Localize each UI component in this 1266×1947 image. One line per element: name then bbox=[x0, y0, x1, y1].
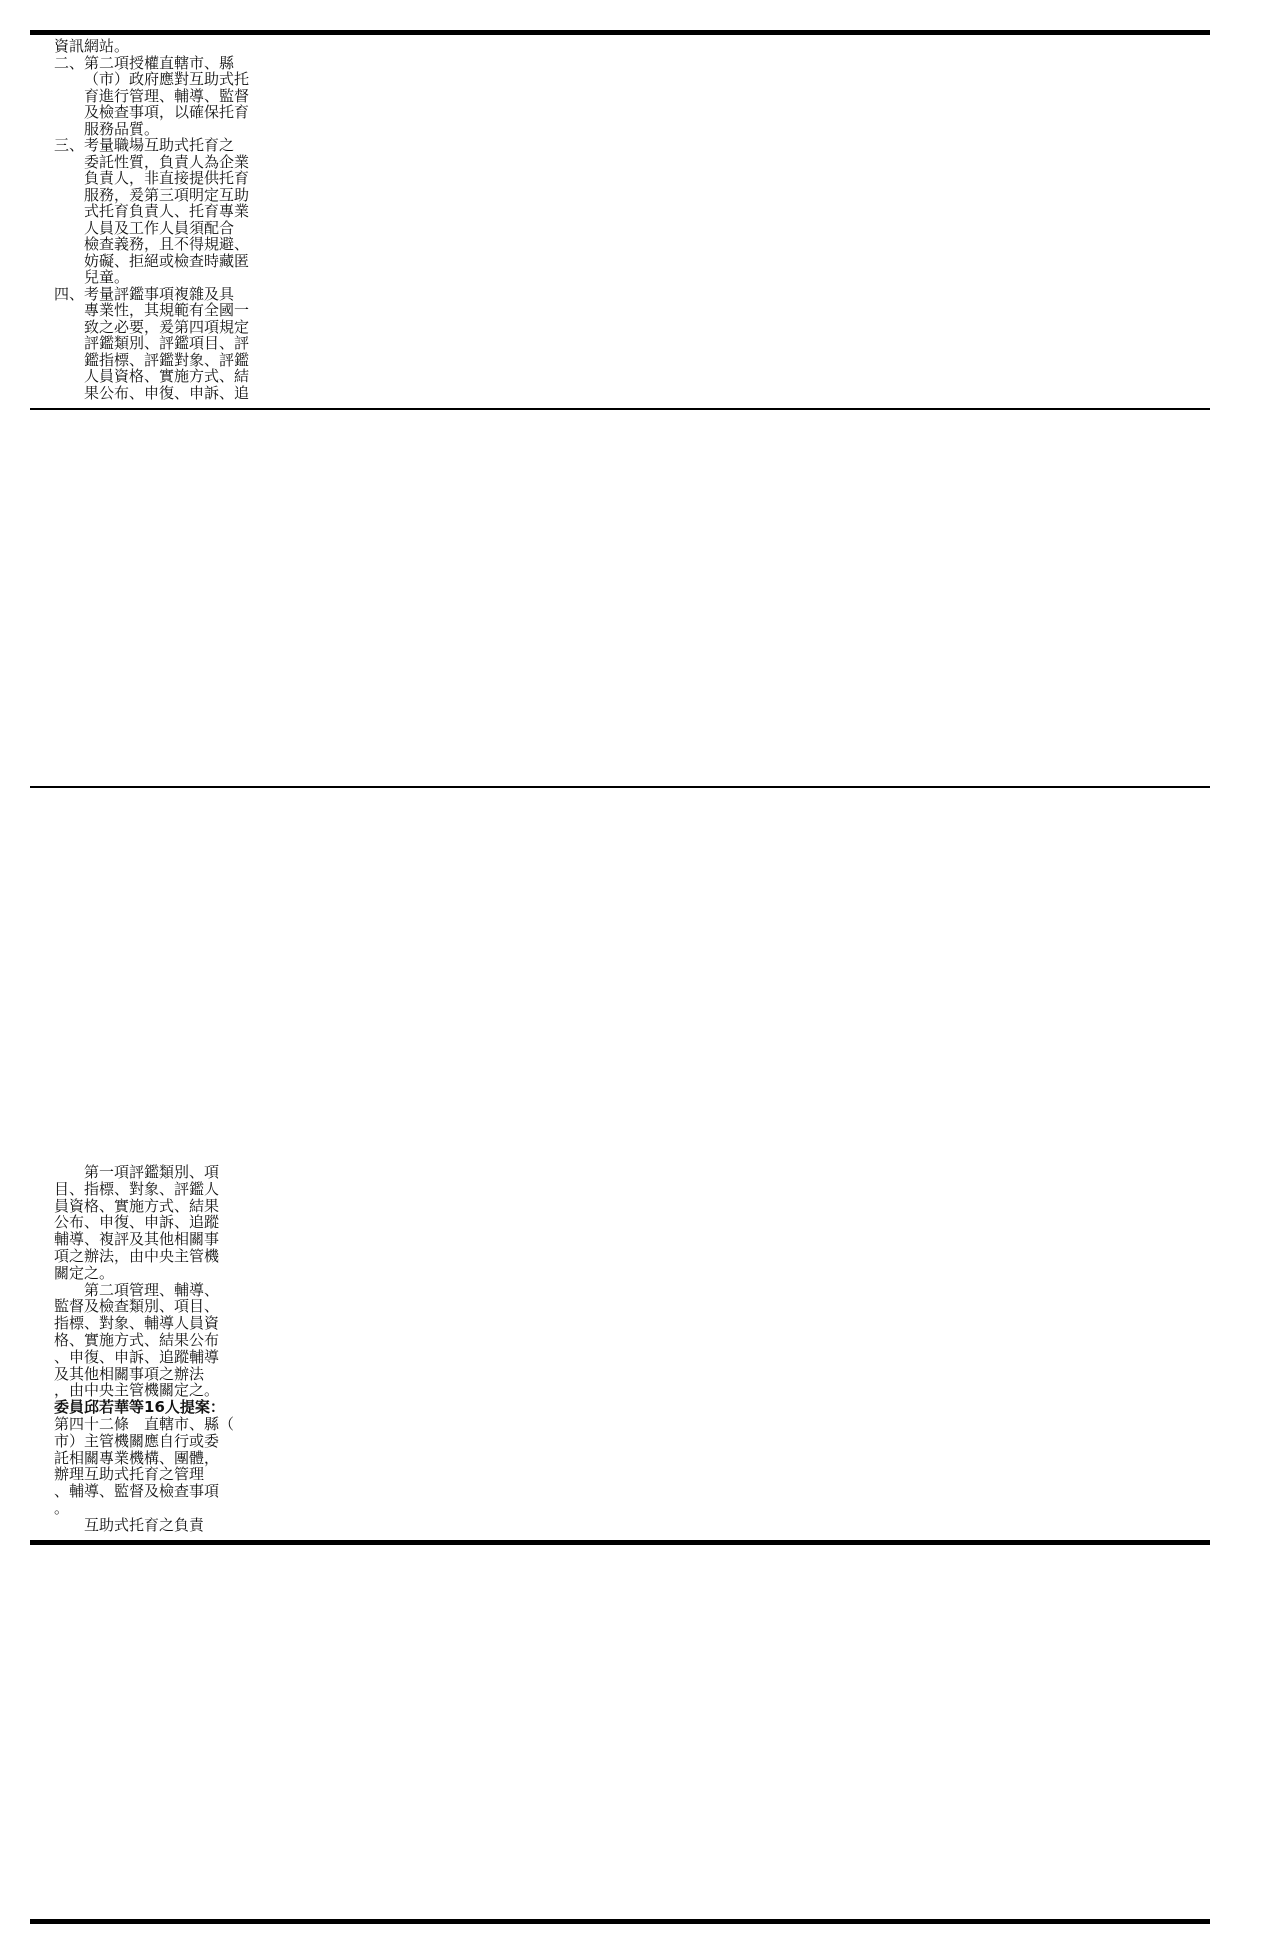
text-line: 負責人，非直接提供托育 bbox=[84, 169, 250, 187]
text-line: 鑑指標、評鑑對象、評鑑 bbox=[84, 350, 250, 369]
divider-rule-1 bbox=[30, 408, 1210, 410]
text-line: 妨礙、拒絕或檢查時藏匿 bbox=[84, 251, 250, 270]
text-line: 第二項管理、輔導、 bbox=[84, 1280, 220, 1299]
text-line: 第四十二條 直轄市、縣（ bbox=[54, 1415, 235, 1433]
text-line: 委員邱若華等16人提案： bbox=[54, 1398, 225, 1417]
text-line: 資訊網站。 bbox=[54, 37, 130, 55]
text-line: 監督及檢查類別、項目、 bbox=[54, 1297, 220, 1316]
text-line: 輔導、複評及其他相關事 bbox=[54, 1230, 220, 1249]
provision-block bbox=[44, 1162, 1210, 1537]
text-line: 四、考量評鑑事項複雜及具 bbox=[54, 284, 235, 303]
text-line: 公布、申復、申訴、追蹤 bbox=[54, 1213, 220, 1232]
text-line: 第一項評鑑類別、項 bbox=[84, 1163, 220, 1181]
top-rule bbox=[30, 30, 1210, 35]
text-line: 兒童。 bbox=[84, 268, 130, 286]
text-line: 果公布、申復、申訴、追 bbox=[84, 383, 250, 402]
text-line: 指標、對象、輔導人員資 bbox=[54, 1314, 220, 1333]
text-line: 二、第二項授權直轄市、縣 bbox=[54, 53, 235, 72]
text-line: 人員資格、實施方式、結 bbox=[84, 367, 250, 385]
text-line: 服務品質。 bbox=[84, 119, 160, 138]
text-line: 委託性質，負責人為企業 bbox=[84, 152, 250, 171]
divider-rule-3 bbox=[30, 1540, 1210, 1545]
text-line: 互助式托育之負責 bbox=[84, 1515, 205, 1534]
text-line: 、輔導、監督及檢查事項 bbox=[54, 1482, 220, 1501]
divider-rule-2 bbox=[30, 786, 1210, 788]
text-line: ，由中央主管機關定之。 bbox=[54, 1381, 220, 1400]
text-line: 項之辦法，由中央主管機 bbox=[54, 1247, 220, 1265]
text-line: 式托育負責人、托育專業 bbox=[84, 202, 250, 220]
text-line: 目、指標、對象、評鑑人 bbox=[54, 1179, 220, 1198]
text-line: 三、考量職場互助式托育之 bbox=[54, 136, 235, 154]
text-line: 人員及工作人員須配合 bbox=[84, 218, 235, 237]
text-line: 致之必要，爰第四項規定 bbox=[84, 317, 250, 336]
text-line: 及檢查事項，以確保托育 bbox=[84, 103, 250, 121]
explanation-block bbox=[44, 36, 1210, 406]
text-line: 、申復、申訴、追蹤輔導 bbox=[54, 1347, 220, 1366]
text-line: 及其他相關事項之辦法 bbox=[54, 1364, 205, 1383]
text-line: 市）主管機關應自行或委 bbox=[54, 1431, 220, 1450]
text-line: 育進行管理、輔導、監督 bbox=[84, 86, 250, 105]
bottom-rule bbox=[30, 1919, 1210, 1924]
text-line: 檢查義務，且不得規避、 bbox=[84, 235, 250, 253]
text-line: 託相關專業機構、團體， bbox=[54, 1448, 220, 1467]
text-line: 員資格、實施方式、結果 bbox=[54, 1196, 220, 1215]
text-line: 。 bbox=[54, 1499, 70, 1517]
text-line: 格、實施方式、結果公布 bbox=[54, 1331, 220, 1349]
text-line: 評鑑類別、評鑑項目、評 bbox=[84, 334, 250, 352]
text-line: 關定之。 bbox=[54, 1263, 115, 1282]
text-line: 服務，爰第三項明定互助 bbox=[84, 185, 250, 204]
text-line: 專業性，其規範有全國一 bbox=[84, 301, 250, 319]
text-line: 辦理互助式托育之管理 bbox=[54, 1465, 205, 1484]
text-line: （市）政府應對互助式托 bbox=[84, 70, 250, 88]
